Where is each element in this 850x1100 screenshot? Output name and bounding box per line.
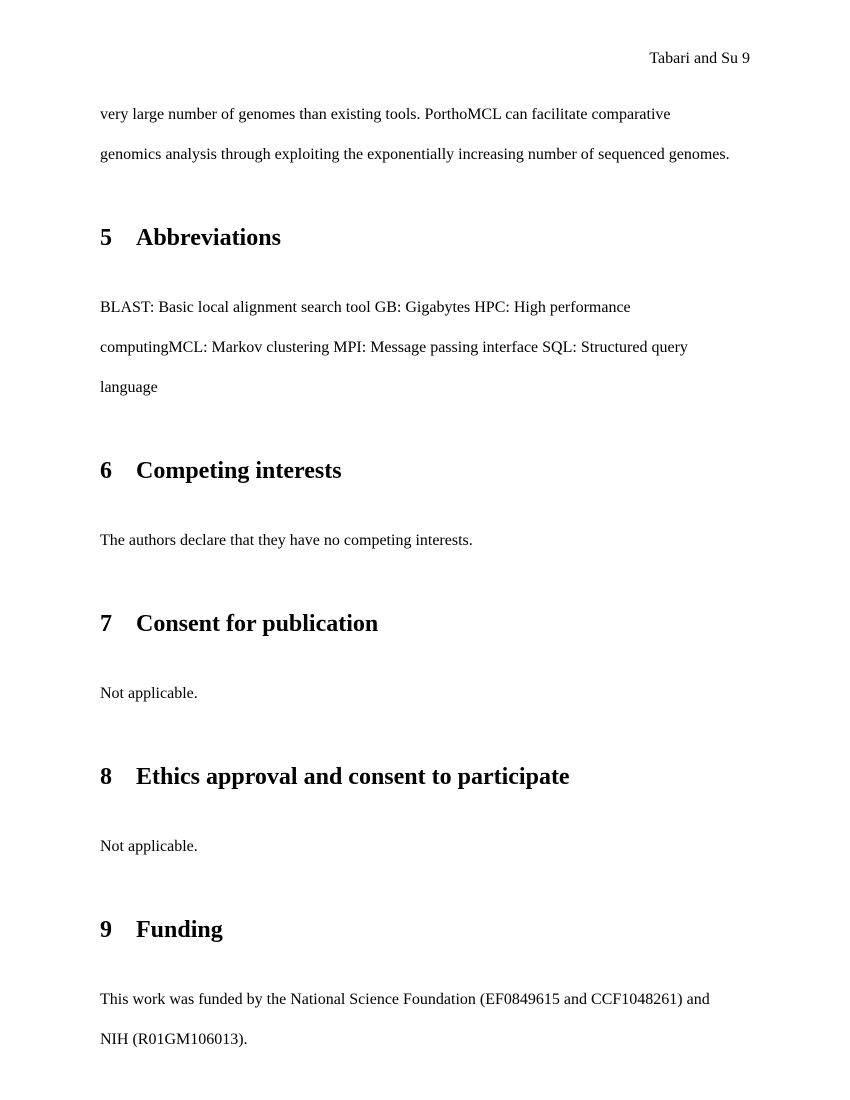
section-number: 8 <box>100 764 112 790</box>
section-number: 6 <box>100 458 112 484</box>
section-title: Funding <box>136 917 223 943</box>
paragraph-line: NIH (R01GM106013). <box>100 1031 248 1048</box>
running-header: Tabari and Su 9 <box>649 50 750 67</box>
section-number: 7 <box>100 611 112 637</box>
paragraph-line: computingMCL: Markov clustering MPI: Message passing interface SQL: Structured query <box>100 339 688 356</box>
paragraph-line: Not applicable. <box>100 685 198 702</box>
paragraph-line: BLAST: Basic local alignment search tool GB: Gigabytes HPC: High performance <box>100 299 631 316</box>
abbreviations-paragraph <box>100 288 760 408</box>
consent-paragraph <box>100 674 760 714</box>
paragraph-line: This work was funded by the National Science Foundation (EF0849615 and CCF1048261) and <box>100 991 710 1008</box>
section-heading-funding <box>100 915 760 945</box>
section-title: Consent for publication <box>136 611 379 637</box>
paragraph-line: Not applicable. <box>100 838 198 855</box>
section-title: Abbreviations <box>136 225 281 251</box>
page-content <box>100 95 760 1060</box>
section-title: Ethics approval and consent to participate <box>136 764 570 790</box>
section-number: 5 <box>100 225 112 251</box>
paragraph-line: The authors declare that they have no competing interests. <box>100 532 473 549</box>
section-heading-consent <box>100 609 760 639</box>
section-number: 9 <box>100 917 112 943</box>
section-heading-competing-interests <box>100 456 760 486</box>
paragraph-line: very large number of genomes than existing tools. PorthoMCL can facilitate comparative <box>100 106 671 123</box>
section-heading-ethics <box>100 762 760 792</box>
intro-paragraph <box>100 95 760 175</box>
ethics-paragraph <box>100 827 760 867</box>
paragraph-line: genomics analysis through exploiting the exponentially increasing number of sequenced genomes. <box>100 146 730 163</box>
paragraph-line: language <box>100 379 158 396</box>
section-heading-abbreviations <box>100 223 760 253</box>
funding-paragraph <box>100 980 760 1060</box>
section-title: Competing interests <box>136 458 342 484</box>
competing-interests-paragraph <box>100 521 760 561</box>
